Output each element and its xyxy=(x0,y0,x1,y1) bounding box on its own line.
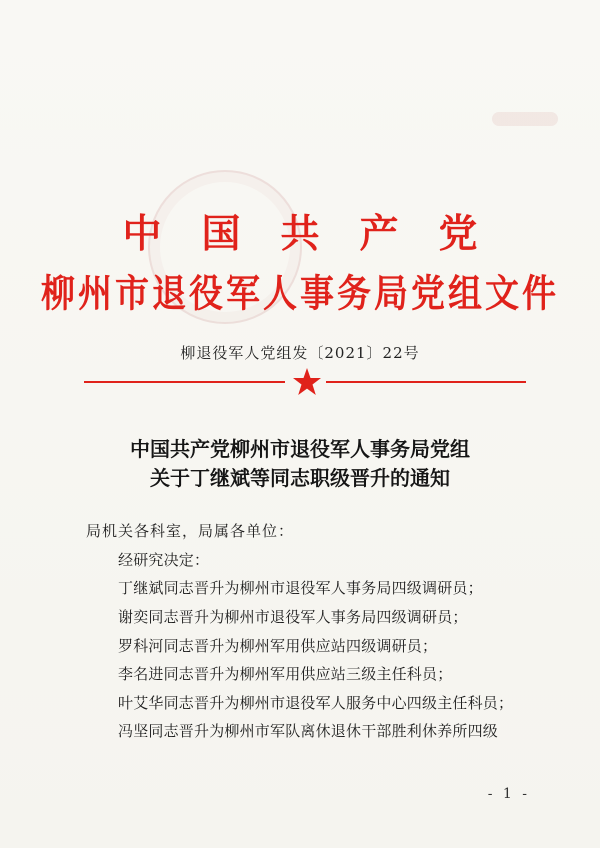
body-line: 罗科河同志晋升为柳州军用供应站四级调研员； xyxy=(118,637,438,655)
body-line: 李名进同志晋升为柳州军用供应站三级主任科员； xyxy=(118,665,453,683)
page-number xyxy=(0,786,600,802)
addressee: 局机关各科室，局属各单位： xyxy=(86,522,295,540)
faint-stamp-mark xyxy=(492,112,558,126)
issuer-header-line2: 柳州市退役军人事务局党组文件 xyxy=(41,272,559,317)
body-line: 叶艾华同志晋升为柳州市退役军人服务中心四级主任科员； xyxy=(118,694,514,712)
red-star-icon xyxy=(292,367,322,397)
notice-title-line2: 关于丁继斌等同志职级晋升的通知 xyxy=(150,466,450,490)
body-line: 谢奕同志晋升为柳州市退役军人事务局四级调研员； xyxy=(118,608,468,626)
issuer-header-line1: 中国共产党 xyxy=(122,211,518,257)
notice-title-line1: 中国共产党柳州市退役军人事务局党组 xyxy=(130,437,470,461)
body-line: 经研究决定： xyxy=(118,551,210,569)
body-line: 丁继斌同志晋升为柳州市退役军人事务局四级调研员； xyxy=(118,579,483,597)
page-number-text: - 1 - xyxy=(487,786,530,802)
body-line: 冯坚同志晋升为柳州市军队离休退休干部胜利休养所四级 xyxy=(118,722,499,740)
red-divider-left xyxy=(84,381,285,383)
document-number: 柳退役军人党组发〔2021〕22号 xyxy=(180,344,420,362)
red-divider-right xyxy=(326,381,526,383)
